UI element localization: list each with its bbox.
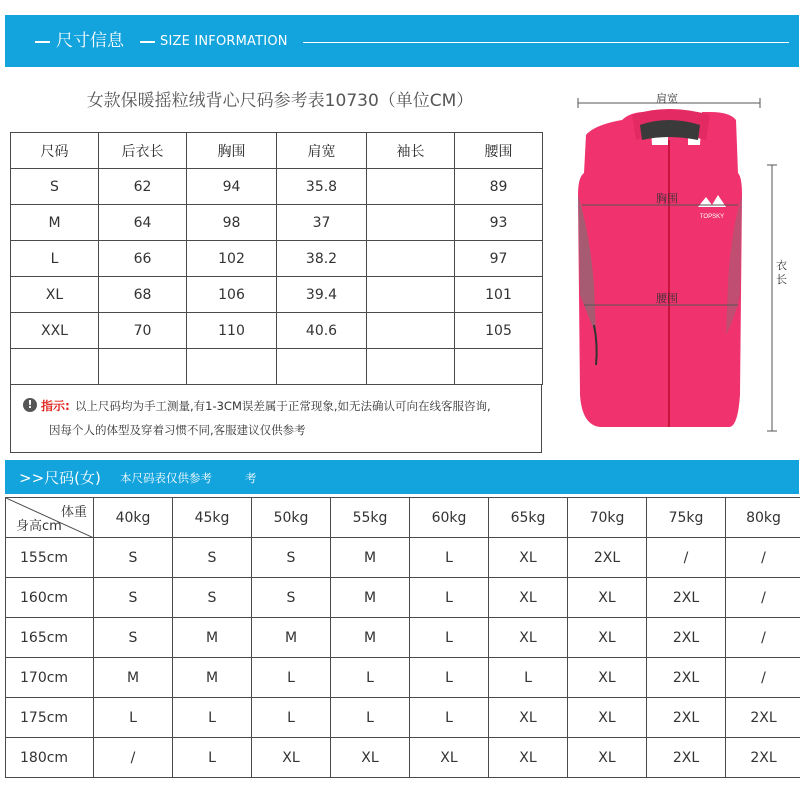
fit-size-cell: XL <box>331 738 410 778</box>
size-table <box>10 132 543 385</box>
weight-header-cell: 55kg <box>331 498 410 538</box>
fit-size-cell: L <box>173 698 252 738</box>
size-table-cell: 62 <box>99 169 187 205</box>
size-table-cell <box>277 349 367 385</box>
height-row-header: 180cm <box>6 738 94 778</box>
measurement-notice <box>10 384 542 453</box>
fit-size-cell: M <box>173 658 252 698</box>
fit-size-cell: L <box>331 698 410 738</box>
notice-line-1: 以上尺码均为手工测量,有1-3CM误差属于正常现象,如无法确认可向在线客服咨询, <box>75 399 491 413</box>
fit-size-cell: XL <box>489 618 568 658</box>
fit-table-row <box>6 698 800 738</box>
fit-size-cell: L <box>252 658 331 698</box>
fit-size-cell: L <box>410 658 489 698</box>
size-info-banner <box>5 15 799 67</box>
size-table-cell: XL <box>11 277 99 313</box>
size-table-cell <box>367 205 455 241</box>
fit-size-cell: XL <box>489 738 568 778</box>
size-table-cell: 98 <box>187 205 277 241</box>
height-row-header: 165cm <box>6 618 94 658</box>
fit-size-cell: M <box>331 618 410 658</box>
fit-size-cell: 2XL <box>647 578 726 618</box>
size-table-cell: 110 <box>187 313 277 349</box>
fit-size-cell: L <box>410 578 489 618</box>
fit-size-cell: XL <box>489 538 568 578</box>
fit-size-cell: L <box>173 738 252 778</box>
shoulder-width-label: 肩宽 <box>656 92 678 105</box>
size-table-row <box>11 349 543 385</box>
fit-table-header-row <box>6 498 800 538</box>
fit-size-cell: 2XL <box>647 618 726 658</box>
fit-table-row <box>6 738 800 778</box>
fit-size-cell: XL <box>568 698 647 738</box>
size-table-row <box>11 313 543 349</box>
fit-size-cell: M <box>173 618 252 658</box>
fit-size-cell: 2XL <box>647 698 726 738</box>
fit-size-cell: / <box>647 538 726 578</box>
size-table-cell: 89 <box>455 169 543 205</box>
fit-guide-title: >>尺码(女) <box>19 469 101 487</box>
size-table-cell <box>455 349 543 385</box>
fit-size-cell: M <box>252 618 331 658</box>
notice-line-2: 因每个人的体型及穿着习惯不同,客服建议仅供参考 <box>49 423 306 437</box>
fit-size-cell: XL <box>489 698 568 738</box>
size-table-cell <box>367 277 455 313</box>
fit-size-cell: M <box>331 538 410 578</box>
size-table-cell: 64 <box>99 205 187 241</box>
fit-guide-extra: 考 <box>245 471 257 485</box>
height-row-header: 155cm <box>6 538 94 578</box>
banner-title-en: SIZE INFORMATION <box>160 34 288 49</box>
vest-image <box>560 85 800 445</box>
fit-table-row <box>6 538 800 578</box>
collar-inner <box>640 120 700 140</box>
weight-header-cell: 65kg <box>489 498 568 538</box>
corner-cell <box>6 498 94 538</box>
vest-illustration <box>560 85 800 445</box>
fit-size-cell: / <box>726 538 800 578</box>
size-header-cell: 腰围 <box>455 133 543 169</box>
weight-header-cell: 45kg <box>173 498 252 538</box>
fit-guide-note: 本尺码表仅供参考 <box>120 471 212 485</box>
notice-label: 指示: <box>41 399 70 413</box>
size-header-cell: 袖长 <box>367 133 455 169</box>
size-table-cell <box>187 349 277 385</box>
size-chart-title: 女款保暖摇粒绒背心尺码参考表10730（单位CM） <box>86 91 474 111</box>
size-table-row <box>11 277 543 313</box>
weight-header-cell: 60kg <box>410 498 489 538</box>
fit-size-cell: 2XL <box>647 738 726 778</box>
size-table-cell: L <box>11 241 99 277</box>
height-row-header: 160cm <box>6 578 94 618</box>
fit-size-cell: M <box>331 578 410 618</box>
size-table-row <box>11 205 543 241</box>
fit-table-row <box>6 618 800 658</box>
fit-size-cell: 2XL <box>647 658 726 698</box>
fit-size-cell: L <box>252 698 331 738</box>
fit-size-cell: 2XL <box>726 738 800 778</box>
size-table-cell: M <box>11 205 99 241</box>
size-table-cell <box>11 349 99 385</box>
fit-size-cell: L <box>94 698 173 738</box>
size-table-row <box>11 241 543 277</box>
fit-size-cell: XL <box>410 738 489 778</box>
size-table-cell: 40.6 <box>277 313 367 349</box>
weight-header-cell: 40kg <box>94 498 173 538</box>
size-table-cell: 39.4 <box>277 277 367 313</box>
fit-size-cell: L <box>489 658 568 698</box>
fit-size-cell: / <box>726 658 800 698</box>
fit-size-cell: XL <box>252 738 331 778</box>
size-table-cell: 66 <box>99 241 187 277</box>
corner-weight-label: 体重 <box>60 505 87 520</box>
info-icon: ! <box>23 398 37 412</box>
size-table-cell <box>367 349 455 385</box>
size-table-cell: 105 <box>455 313 543 349</box>
size-table-cell: 94 <box>187 169 277 205</box>
size-table-cell: 38.2 <box>277 241 367 277</box>
fit-size-cell: XL <box>568 618 647 658</box>
weight-header-cell: 70kg <box>568 498 647 538</box>
fit-size-cell: S <box>173 578 252 618</box>
fit-size-cell: XL <box>568 578 647 618</box>
brand-text: TOPSKY <box>699 214 725 220</box>
fit-table-row <box>6 658 800 698</box>
size-header-cell: 尺码 <box>11 133 99 169</box>
fit-size-cell: M <box>94 658 173 698</box>
fit-size-cell: L <box>410 698 489 738</box>
weight-header-cell: 50kg <box>252 498 331 538</box>
fit-size-cell: S <box>94 538 173 578</box>
size-table-cell <box>367 313 455 349</box>
fit-size-cell: / <box>94 738 173 778</box>
waist-label: 腰围 <box>656 292 678 305</box>
length-label: 衣长 <box>776 259 787 286</box>
height-row-header: 175cm <box>6 698 94 738</box>
size-header-cell: 后衣长 <box>99 133 187 169</box>
size-table-header-row <box>11 133 543 169</box>
size-table-cell: 101 <box>455 277 543 313</box>
banner-title-cn: 尺寸信息 <box>56 31 124 51</box>
fit-size-cell: 2XL <box>568 538 647 578</box>
fit-size-cell: XL <box>568 738 647 778</box>
size-table-cell <box>367 241 455 277</box>
size-table-cell: 102 <box>187 241 277 277</box>
fit-size-cell: L <box>331 658 410 698</box>
fit-size-cell: L <box>410 538 489 578</box>
corner-height-label: 身高cm <box>16 519 62 534</box>
fit-size-cell: / <box>726 578 800 618</box>
size-table-cell: 106 <box>187 277 277 313</box>
fit-table-row <box>6 578 800 618</box>
fit-size-cell: S <box>252 578 331 618</box>
size-header-cell: 胸围 <box>187 133 277 169</box>
banner-dash-left <box>35 41 50 43</box>
size-table-cell: 70 <box>99 313 187 349</box>
chest-label: 胸围 <box>656 192 678 205</box>
size-table-row <box>11 169 543 205</box>
size-table-cell: 93 <box>455 205 543 241</box>
size-table-cell: 68 <box>99 277 187 313</box>
size-table-cell: 35.8 <box>277 169 367 205</box>
size-table-cell: XXL <box>11 313 99 349</box>
fit-size-cell: S <box>94 578 173 618</box>
fit-size-cell: S <box>252 538 331 578</box>
height-row-header: 170cm <box>6 658 94 698</box>
weight-header-cell: 75kg <box>647 498 726 538</box>
size-table-cell: S <box>11 169 99 205</box>
banner-dash-mid <box>140 41 155 43</box>
weight-header-cell: 80kg <box>726 498 800 538</box>
fit-size-cell: / <box>726 618 800 658</box>
fit-size-cell: 2XL <box>726 698 800 738</box>
fit-size-cell: XL <box>568 658 647 698</box>
weight-height-table <box>5 497 800 778</box>
fit-size-cell: S <box>94 618 173 658</box>
fit-size-cell: L <box>410 618 489 658</box>
fit-size-cell: S <box>173 538 252 578</box>
size-table-cell: 37 <box>277 205 367 241</box>
banner-rule <box>303 42 789 43</box>
fit-size-cell: XL <box>489 578 568 618</box>
fit-guide-banner <box>5 460 799 494</box>
size-table-cell <box>367 169 455 205</box>
size-table-cell: 97 <box>455 241 543 277</box>
size-header-cell: 肩宽 <box>277 133 367 169</box>
vest-body <box>578 112 742 427</box>
size-table-cell <box>99 349 187 385</box>
